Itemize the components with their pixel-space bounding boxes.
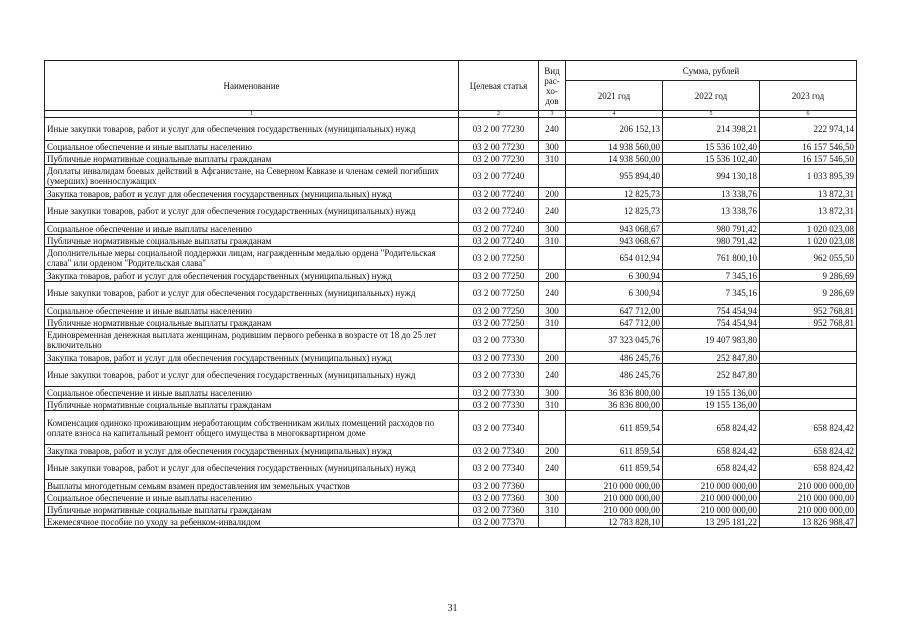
row-sum-2021: 6 300,94 [566, 282, 663, 305]
row-sum-2021: 14 938 560,00 [566, 141, 663, 153]
row-name: Публичные нормативные социальные выплаты гражданам [45, 317, 459, 329]
row-expense-type: 300 [539, 141, 566, 153]
row-sum-2021: 210 000 000,00 [566, 480, 663, 492]
row-expense-type: 310 [539, 235, 566, 247]
row-target-code: 03 2 00 77250 [459, 305, 539, 317]
row-sum-2021: 12 825,73 [566, 200, 663, 223]
table-row [45, 457, 857, 480]
row-sum-2022: 7 345,16 [663, 282, 760, 305]
table-row [45, 223, 857, 235]
row-target-code: 03 2 00 77240 [459, 165, 539, 188]
row-sum-2021: 36 836 800,00 [566, 387, 663, 399]
row-sum-2022: 19 155 136,00 [663, 387, 760, 399]
table-row [45, 492, 857, 504]
row-name: Иные закупки товаров, работ и услуг для обеспечения государственных (муниципальных) нужд [45, 457, 459, 480]
row-target-code: 03 2 00 77330 [459, 352, 539, 364]
row-sum-2022: 214 398,21 [663, 118, 760, 141]
header-code: Целевая статья [459, 61, 539, 111]
row-sum-2022: 754 454,94 [663, 305, 760, 317]
row-sum-2021: 486 245,76 [566, 352, 663, 364]
row-sum-2022: 658 824,42 [663, 411, 760, 445]
table-row [45, 317, 857, 329]
row-name: Иные закупки товаров, работ и услуг для обеспечения государственных (муниципальных) нужд [45, 282, 459, 305]
table-row [45, 200, 857, 223]
table-row [45, 270, 857, 282]
row-name: Единовременная денежная выплата женщинам, родившим первого ребенка в возрасте от 18 до 25 лет включительно [45, 329, 459, 352]
row-name: Дополнительные меры социальной поддержки лицам, награжденным медалью ордена "Родительская слава" или орденом "Родительская слава" [45, 247, 459, 270]
row-target-code: 03 2 00 77250 [459, 270, 539, 282]
header-year-2021: 2021 год [566, 81, 663, 111]
row-sum-2023: 222 974,14 [760, 118, 857, 141]
row-name: Социальное обеспечение и иные выплаты населению [45, 141, 459, 153]
row-expense-type: 240 [539, 282, 566, 305]
row-sum-2021: 943 068,67 [566, 235, 663, 247]
row-sum-2023: 16 157 546,50 [760, 141, 857, 153]
row-target-code: 03 2 00 77330 [459, 364, 539, 387]
row-sum-2023: 952 768,81 [760, 305, 857, 317]
row-expense-type [539, 516, 566, 528]
row-sum-2022: 19 155 136,00 [663, 399, 760, 411]
colnum-1: 1 [45, 111, 459, 118]
row-expense-type [539, 480, 566, 492]
row-sum-2023 [760, 364, 857, 387]
row-target-code: 03 2 00 77250 [459, 247, 539, 270]
row-sum-2023: 16 157 546,50 [760, 153, 857, 165]
row-name: Закупка товаров, работ и услуг для обеспечения государственных (муниципальных) нужд [45, 445, 459, 457]
colnum-6: 6 [760, 111, 857, 118]
table-row [45, 247, 857, 270]
table-row [45, 235, 857, 247]
table-row [45, 118, 857, 141]
colnum-3: 3 [539, 111, 566, 118]
row-target-code: 03 2 00 77240 [459, 223, 539, 235]
row-sum-2023: 658 824,42 [760, 411, 857, 445]
row-expense-type: 300 [539, 387, 566, 399]
row-target-code: 03 2 00 77340 [459, 411, 539, 445]
row-target-code: 03 2 00 77360 [459, 504, 539, 516]
row-name: Публичные нормативные социальные выплаты гражданам [45, 504, 459, 516]
row-sum-2023: 658 824,42 [760, 445, 857, 457]
row-target-code: 03 2 00 77240 [459, 188, 539, 200]
table-row [45, 188, 857, 200]
row-sum-2022: 210 000 000,00 [663, 504, 760, 516]
row-target-code: 03 2 00 77340 [459, 445, 539, 457]
row-expense-type: 240 [539, 200, 566, 223]
row-expense-type: 300 [539, 492, 566, 504]
row-name: Иные закупки товаров, работ и услуг для обеспечения государственных (муниципальных) нужд [45, 118, 459, 141]
row-sum-2021: 36 836 800,00 [566, 399, 663, 411]
header-sum: Сумма, рублей [566, 61, 857, 81]
row-sum-2022: 15 536 102,40 [663, 153, 760, 165]
row-name: Социальное обеспечение и иные выплаты населению [45, 492, 459, 504]
row-expense-type: 310 [539, 399, 566, 411]
row-sum-2022: 15 536 102,40 [663, 141, 760, 153]
table-row [45, 141, 857, 153]
row-sum-2021: 210 000 000,00 [566, 492, 663, 504]
row-sum-2021: 37 323 045,76 [566, 329, 663, 352]
row-sum-2021: 611 859,54 [566, 411, 663, 445]
row-sum-2023: 9 286,69 [760, 270, 857, 282]
row-expense-type [539, 329, 566, 352]
row-sum-2021: 647 712,00 [566, 317, 663, 329]
budget-table [44, 60, 857, 528]
header-year-2022: 2022 год [663, 81, 760, 111]
row-expense-type: 310 [539, 504, 566, 516]
row-sum-2021: 6 300,94 [566, 270, 663, 282]
row-target-code: 03 2 00 77250 [459, 317, 539, 329]
row-expense-type: 310 [539, 153, 566, 165]
row-name: Закупка товаров, работ и услуг для обеспечения государственных (муниципальных) нужд [45, 270, 459, 282]
row-target-code: 03 2 00 77230 [459, 153, 539, 165]
table-body [45, 118, 857, 528]
row-sum-2023 [760, 399, 857, 411]
row-sum-2022: 761 800,10 [663, 247, 760, 270]
row-sum-2022: 658 824,42 [663, 445, 760, 457]
row-target-code: 03 2 00 77230 [459, 141, 539, 153]
row-target-code: 03 2 00 77230 [459, 118, 539, 141]
row-expense-type [539, 165, 566, 188]
row-sum-2023: 13 826 988,47 [760, 516, 857, 528]
row-name: Ежемесячное пособие по уходу за ребенком-инвалидом [45, 516, 459, 528]
row-sum-2023: 210 000 000,00 [760, 492, 857, 504]
table-row [45, 282, 857, 305]
row-sum-2022: 210 000 000,00 [663, 480, 760, 492]
colnum-2: 2 [459, 111, 539, 118]
row-expense-type: 200 [539, 445, 566, 457]
row-sum-2023: 9 286,69 [760, 282, 857, 305]
row-sum-2022: 13 338,76 [663, 188, 760, 200]
row-sum-2022: 13 338,76 [663, 200, 760, 223]
row-expense-type: 200 [539, 188, 566, 200]
row-target-code: 03 2 00 77360 [459, 480, 539, 492]
table-row [45, 165, 857, 188]
table-row [45, 329, 857, 352]
row-name: Доплаты инвалидам боевых действий в Афганистане, на Северном Кавказе и членам семей погибших (умерших) военнослужащих [45, 165, 459, 188]
row-sum-2022: 980 791,42 [663, 235, 760, 247]
row-target-code: 03 2 00 77330 [459, 387, 539, 399]
row-sum-2022: 13 295 181,22 [663, 516, 760, 528]
row-sum-2021: 486 245,76 [566, 364, 663, 387]
row-sum-2022: 980 791,42 [663, 223, 760, 235]
row-sum-2023 [760, 329, 857, 352]
row-expense-type: 240 [539, 118, 566, 141]
table-row [45, 480, 857, 492]
row-sum-2023: 210 000 000,00 [760, 504, 857, 516]
row-sum-2021: 654 012,94 [566, 247, 663, 270]
row-name: Компенсация одиноко проживающим неработающим собственникам жилых помещений расходов по оплате взноса на капитальный ремонт общего имущества в многоквартирном доме [45, 411, 459, 445]
row-sum-2021: 12 825,73 [566, 188, 663, 200]
row-sum-2022: 658 824,42 [663, 457, 760, 480]
table-row [45, 399, 857, 411]
row-sum-2021: 210 000 000,00 [566, 504, 663, 516]
row-name: Публичные нормативные социальные выплаты гражданам [45, 153, 459, 165]
table-row [45, 516, 857, 528]
table-row [45, 305, 857, 317]
row-expense-type [539, 411, 566, 445]
row-sum-2023: 952 768,81 [760, 317, 857, 329]
row-target-code: 03 2 00 77240 [459, 200, 539, 223]
column-number-row [45, 111, 857, 118]
table-row [45, 352, 857, 364]
row-sum-2023 [760, 352, 857, 364]
row-sum-2022: 210 000 000,00 [663, 492, 760, 504]
row-sum-2022: 252 847,80 [663, 352, 760, 364]
table-row [45, 504, 857, 516]
row-name: Выплаты многодетным семьям взамен предоставления им земельных участков [45, 480, 459, 492]
row-sum-2023: 962 055,50 [760, 247, 857, 270]
table-row [45, 387, 857, 399]
row-target-code: 03 2 00 77330 [459, 399, 539, 411]
row-sum-2022: 19 407 983,80 [663, 329, 760, 352]
row-sum-2021: 955 894,40 [566, 165, 663, 188]
row-target-code: 03 2 00 77370 [459, 516, 539, 528]
table-row [45, 153, 857, 165]
row-name: Закупка товаров, работ и услуг для обеспечения государственных (муниципальных) нужд [45, 352, 459, 364]
row-sum-2023: 1 020 023,08 [760, 235, 857, 247]
row-sum-2021: 12 783 828,10 [566, 516, 663, 528]
row-target-code: 03 2 00 77240 [459, 235, 539, 247]
row-expense-type: 310 [539, 317, 566, 329]
row-name: Иные закупки товаров, работ и услуг для обеспечения государственных (муниципальных) нужд [45, 200, 459, 223]
row-expense-type: 200 [539, 270, 566, 282]
row-sum-2023: 13 872,31 [760, 200, 857, 223]
row-sum-2022: 252 847,80 [663, 364, 760, 387]
row-sum-2021: 611 859,54 [566, 457, 663, 480]
colnum-5: 5 [663, 111, 760, 118]
table-row [45, 364, 857, 387]
row-expense-type: 300 [539, 305, 566, 317]
header-year-2023: 2023 год [760, 81, 857, 111]
row-sum-2021: 206 152,13 [566, 118, 663, 141]
colnum-4: 4 [566, 111, 663, 118]
page-number: 31 [447, 603, 458, 614]
row-sum-2021: 943 068,67 [566, 223, 663, 235]
table-row [45, 445, 857, 457]
row-expense-type: 240 [539, 364, 566, 387]
row-sum-2021: 14 938 560,00 [566, 153, 663, 165]
row-expense-type: 200 [539, 352, 566, 364]
row-name: Закупка товаров, работ и услуг для обеспечения государственных (муниципальных) нужд [45, 188, 459, 200]
row-sum-2023 [760, 387, 857, 399]
row-target-code: 03 2 00 77250 [459, 282, 539, 305]
row-expense-type [539, 247, 566, 270]
row-sum-2022: 994 130,18 [663, 165, 760, 188]
header-vid: Вид рас-хо-дов [539, 61, 566, 111]
row-target-code: 03 2 00 77340 [459, 457, 539, 480]
table-row [45, 411, 857, 445]
row-sum-2022: 7 345,16 [663, 270, 760, 282]
row-name: Иные закупки товаров, работ и услуг для обеспечения государственных (муниципальных) нужд [45, 364, 459, 387]
row-expense-type: 240 [539, 457, 566, 480]
row-target-code: 03 2 00 77360 [459, 492, 539, 504]
row-sum-2023: 1 020 023,08 [760, 223, 857, 235]
row-sum-2021: 647 712,00 [566, 305, 663, 317]
row-target-code: 03 2 00 77330 [459, 329, 539, 352]
row-name: Социальное обеспечение и иные выплаты населению [45, 305, 459, 317]
row-name: Публичные нормативные социальные выплаты гражданам [45, 399, 459, 411]
row-name: Социальное обеспечение и иные выплаты населению [45, 223, 459, 235]
row-name: Социальное обеспечение и иные выплаты населению [45, 387, 459, 399]
row-name: Публичные нормативные социальные выплаты гражданам [45, 235, 459, 247]
row-sum-2023: 210 000 000,00 [760, 480, 857, 492]
row-sum-2021: 611 859,54 [566, 445, 663, 457]
row-expense-type: 300 [539, 223, 566, 235]
header-name: Наименование [45, 61, 459, 111]
row-sum-2023: 13 872,31 [760, 188, 857, 200]
row-sum-2023: 1 033 895,39 [760, 165, 857, 188]
row-sum-2022: 754 454,94 [663, 317, 760, 329]
row-sum-2023: 658 824,42 [760, 457, 857, 480]
